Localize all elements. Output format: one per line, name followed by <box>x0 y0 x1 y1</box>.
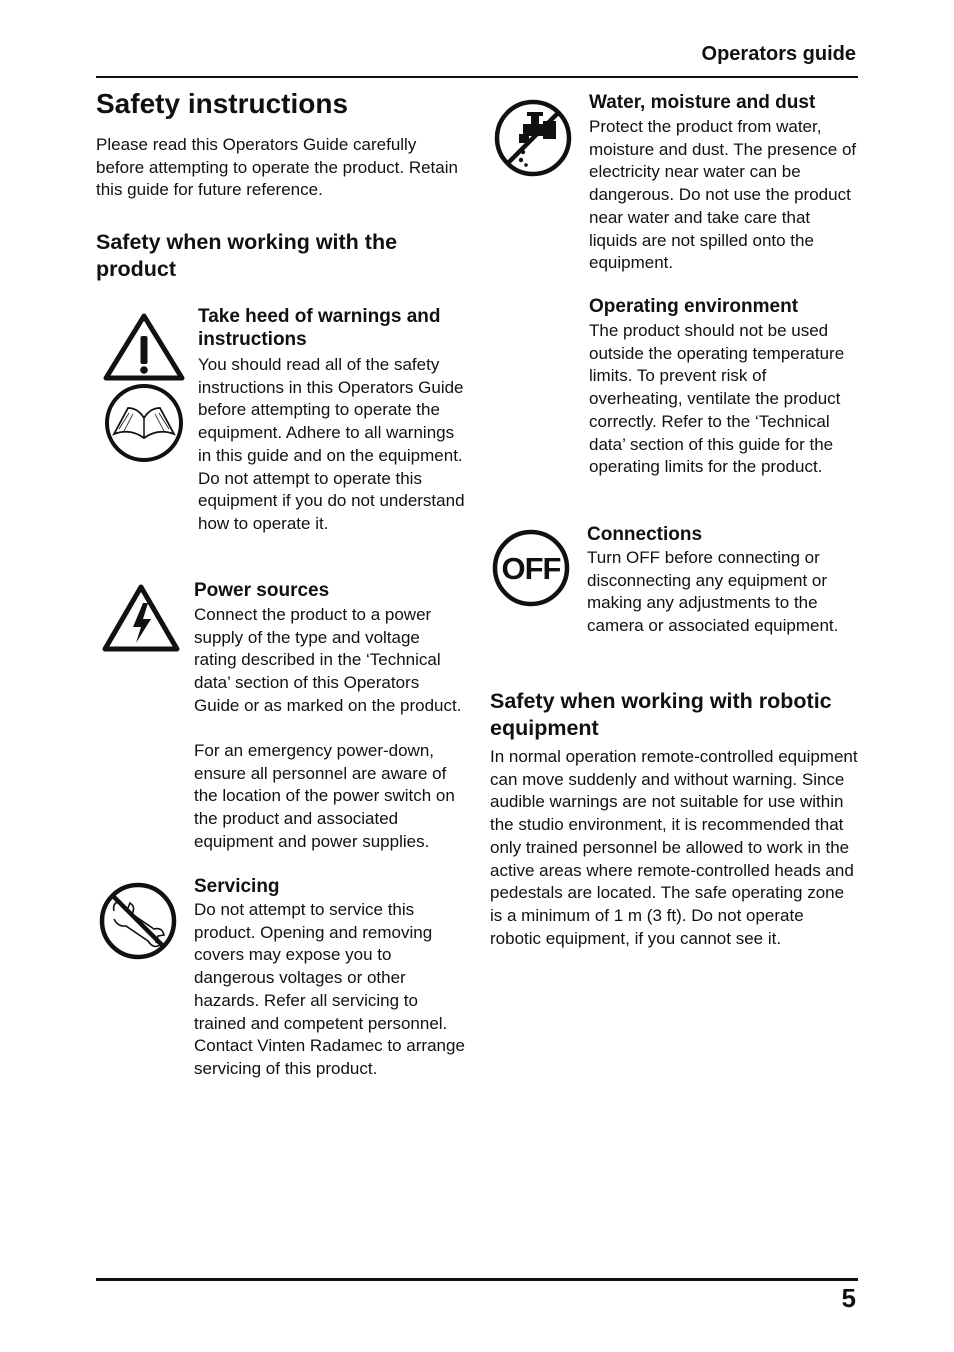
item-text-connections: Turn OFF before connecting or disconnecting any equipment or making any adjustments to the camera or associated equipment. <box>587 548 839 636</box>
running-header: Operators guide <box>701 43 856 65</box>
item-title-water: Water, moisture and dust <box>589 92 816 113</box>
section-heading-robotic: Safety when working with robotic equipment <box>490 689 832 740</box>
item-title-power: Power sources <box>194 580 330 601</box>
high-voltage-icon <box>101 583 181 655</box>
warning-read-manual-icon <box>102 312 186 464</box>
power-off-icon-label: OFF <box>501 551 561 586</box>
item-text-environment: The product should not be used outside the operating temperature limits. To prevent risk of overheating, ventilate the product correctly. Refer to the ‘Technical data’ section of this guide for the operating limits for the product. <box>589 321 845 477</box>
section-heading-product: Safety when working with the product <box>96 230 398 281</box>
item-title-environment: Operating environment <box>589 296 799 317</box>
no-water-icon <box>493 98 573 178</box>
item-title-servicing: Servicing <box>194 876 280 897</box>
page-number: 5 <box>841 1283 856 1313</box>
item-title-warnings: Take heed of warnings and instructions <box>198 306 441 350</box>
item-text-servicing: Do not attempt to service this product. Opening and removing covers may expose you to dangerous voltages or other hazards. Refer all servicing to trained and competent personnel. Contact Vinten Radamec to arrange servicing of this product. <box>194 900 465 1078</box>
robotic-paragraph: In normal operation remote-controlled equipment can move suddenly and without warning. Since audible warnings are not suitable for use within the studio environment, it is recommended that only trained personnel be allowed to work in the active areas where remote-controlled heads and pedestals are located. The safe operating zone is a minimum of 1 m (3 ft). Do not operate robotic equipment, if you cannot see it. <box>490 747 858 948</box>
power-off-icon <box>491 528 571 608</box>
item-text-water: Protect the product from water, moisture and dust. The presence of electricity near water can be dangerous. Do not use the product near water and take care that liquids are not spilled onto the equipment. <box>589 117 857 273</box>
intro-paragraph: Please read this Operators Guide carefully before attempting to operate the product. Retain this guide for future reference. <box>96 135 458 200</box>
footer-rule <box>96 1278 858 1281</box>
item-title-connections: Connections <box>587 524 703 545</box>
page-title: Safety instructions <box>96 88 349 119</box>
item-text-power-emergency: For an emergency power-down, ensure all personnel are aware of the location of the power switch on the product and associated equipment and power supplies. <box>194 741 455 851</box>
item-text-power: Connect the product to a power supply of the type and voltage rating described in the ‘Technical data’ section of this Operators Guide or as marked on the product. <box>194 605 462 715</box>
item-text-warnings: You should read all of the safety instructions in this Operators Guide before attempting to operate the equipment. Adhere to all warnings in this guide and on the equipment. Do not attempt to operate this equipment if you do not understand how to operate it. <box>198 355 465 533</box>
header-rule <box>96 76 858 78</box>
no-servicing-icon <box>98 881 178 961</box>
